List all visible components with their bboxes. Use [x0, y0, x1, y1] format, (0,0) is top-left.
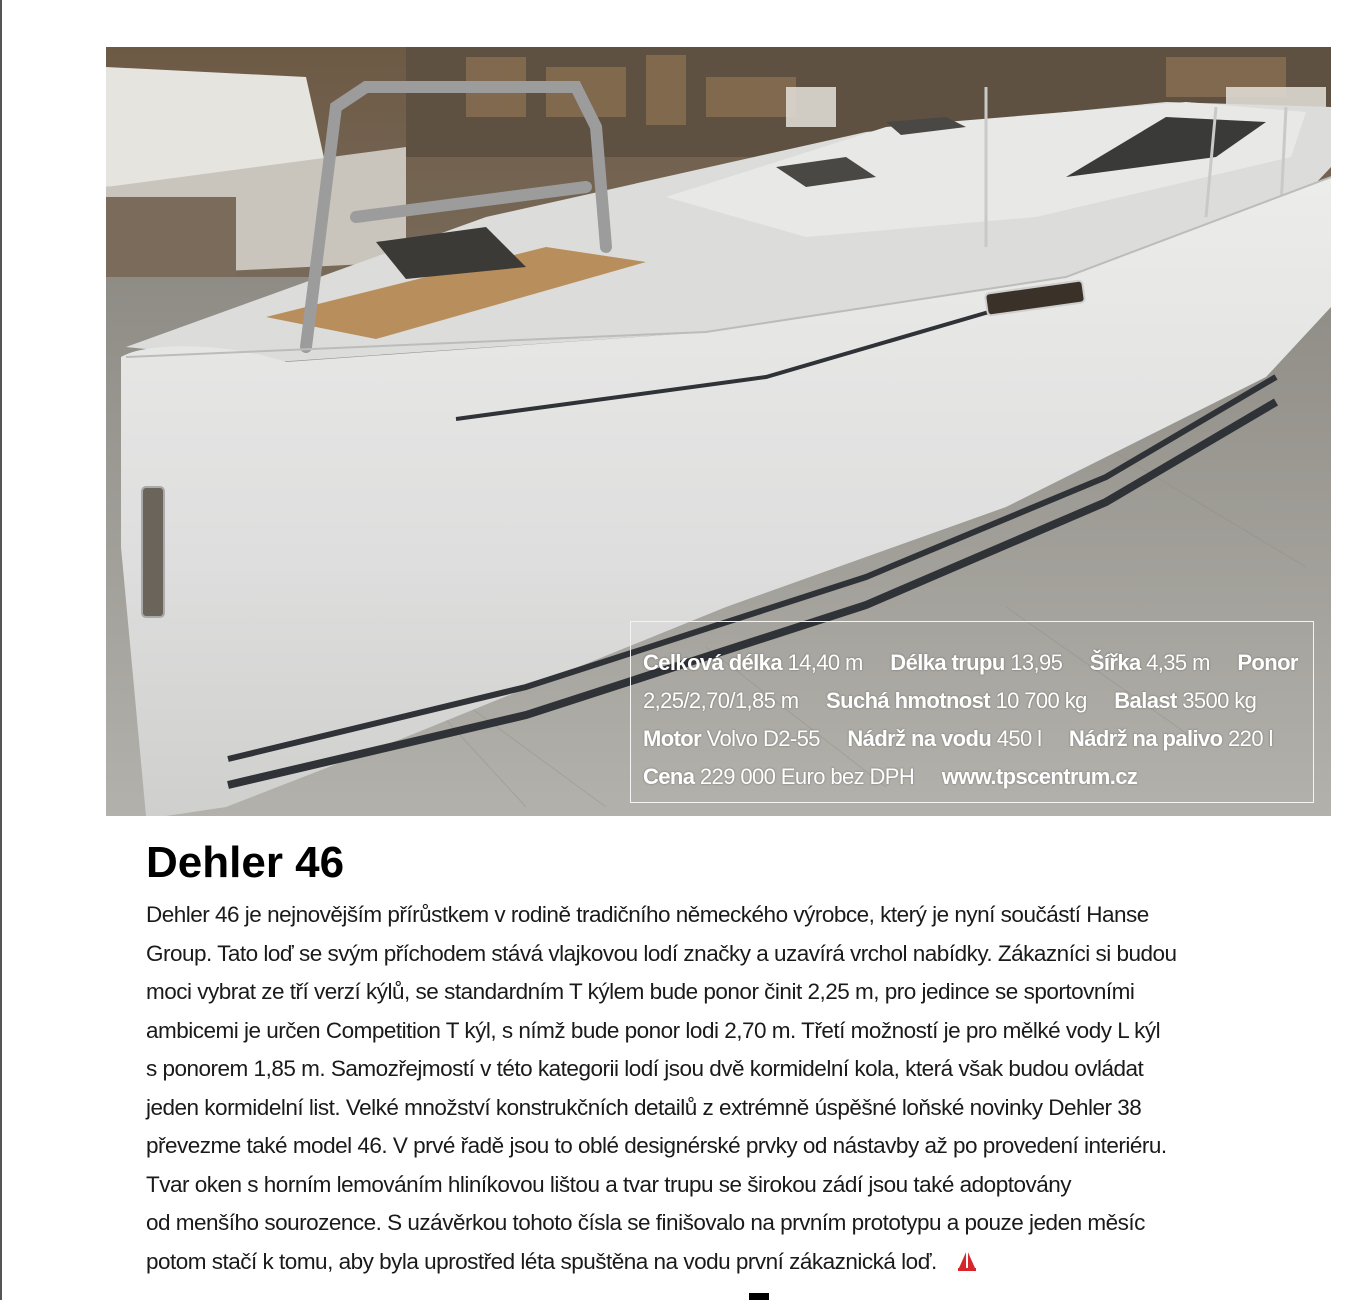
- spec-celkova-delka-value: 14,40 m: [787, 650, 863, 675]
- spec-sirka-value: 4,35 m: [1146, 650, 1210, 675]
- article-line: moci vybrat ze tří verzí kýlů, se standardním T kýlem bude ponor činit 2,25 m, pro jedince se sportovními: [146, 979, 1135, 1004]
- spec-balast-value: 3500 kg: [1182, 688, 1257, 713]
- article-line: převezme také model 46. V prvé řadě jsou to oblé designérské prvky od nástavby až po provedení interiéru.: [146, 1133, 1167, 1158]
- article-line: Tvar oken s horním lemováním hliníkovou lištou a tvar trupu se širokou zádí jsou také adoptovány: [146, 1171, 1071, 1197]
- page-bottom-mark: [749, 1293, 769, 1300]
- specs-row-3: [643, 720, 1301, 758]
- article-title: Dehler 46: [146, 838, 345, 887]
- spec-celkova-delka-label: Celková délka: [643, 650, 782, 675]
- spec-sucha-hmotnost-label: Suchá hmotnost: [826, 688, 990, 713]
- spec-cena-label: Cena: [643, 764, 695, 789]
- spec-motor-label: Motor: [643, 726, 702, 751]
- article-line: s ponorem 1,85 m. Samozřejmostí v této kategorii lodí jsou dvě kormidelní kola, která však budou ovládat: [146, 1056, 1144, 1081]
- specs-row-1: [643, 644, 1301, 682]
- article-body: [146, 896, 1336, 1283]
- specs-row-4: [643, 758, 1301, 796]
- spec-cena-value: 229 000 Euro bez DPH: [699, 764, 915, 789]
- article-line: Group. Tato loď se svým příchodem stává vlajkovou lodí značky a uzavírá vrchol nabídky. Zákazníci si budou: [146, 940, 1177, 966]
- article-line: jeden kormidelní list. Velké množství konstrukčních detailů z extrémně úspěšné loňské novinky Dehler 38: [146, 1094, 1142, 1120]
- spec-nadrz-voda-value: 450 l: [996, 726, 1042, 751]
- boat-photo: [106, 47, 1331, 816]
- article-line-text: potom stačí k tomu, aby byla uprostřed léta spuštěna na vodu první zákaznická loď.: [146, 1248, 937, 1274]
- article-line: ambicemi je určen Competition T kýl, s nímž bude ponor lodi 2,70 m. Třetí možností je pro mělké vody L kýl: [146, 1017, 1161, 1043]
- spec-balast-label: Balast: [1114, 688, 1177, 713]
- spec-sirka-label: Šířka: [1089, 650, 1141, 675]
- article-last-line: [146, 1243, 1336, 1284]
- spec-nadrz-palivo-label: Nádrž na palivo: [1068, 726, 1223, 751]
- specs-box: [630, 621, 1314, 803]
- spec-motor-value: Volvo D2-55: [706, 726, 820, 751]
- spec-delka-trupu-value: 13,95: [1010, 650, 1063, 675]
- page-left-border: [0, 0, 2, 1300]
- spec-website-link[interactable]: www.tpscentrum.cz: [941, 764, 1138, 789]
- spec-ponor-value: 2,25/2,70/1,85 m: [643, 688, 799, 713]
- spec-delka-trupu-label: Délka trupu: [890, 650, 1005, 675]
- spec-sucha-hmotnost-value: 10 700 kg: [995, 688, 1087, 713]
- sailboat-end-icon: [957, 1245, 977, 1284]
- spec-nadrz-palivo-value: 220 l: [1228, 726, 1273, 751]
- specs-row-2: [643, 682, 1301, 720]
- article-line: Dehler 46 je nejnovějším přírůstkem v rodině tradičního německého výrobce, který je nyní součástí Hanse: [146, 902, 1149, 927]
- spec-nadrz-voda-label: Nádrž na vodu: [847, 726, 992, 751]
- article-line: od menšího sourozence. S uzávěrkou tohoto čísla se finišovalo na prvním prototypu a pouze jeden měsíc: [146, 1210, 1145, 1235]
- spec-ponor-label: Ponor: [1237, 650, 1298, 675]
